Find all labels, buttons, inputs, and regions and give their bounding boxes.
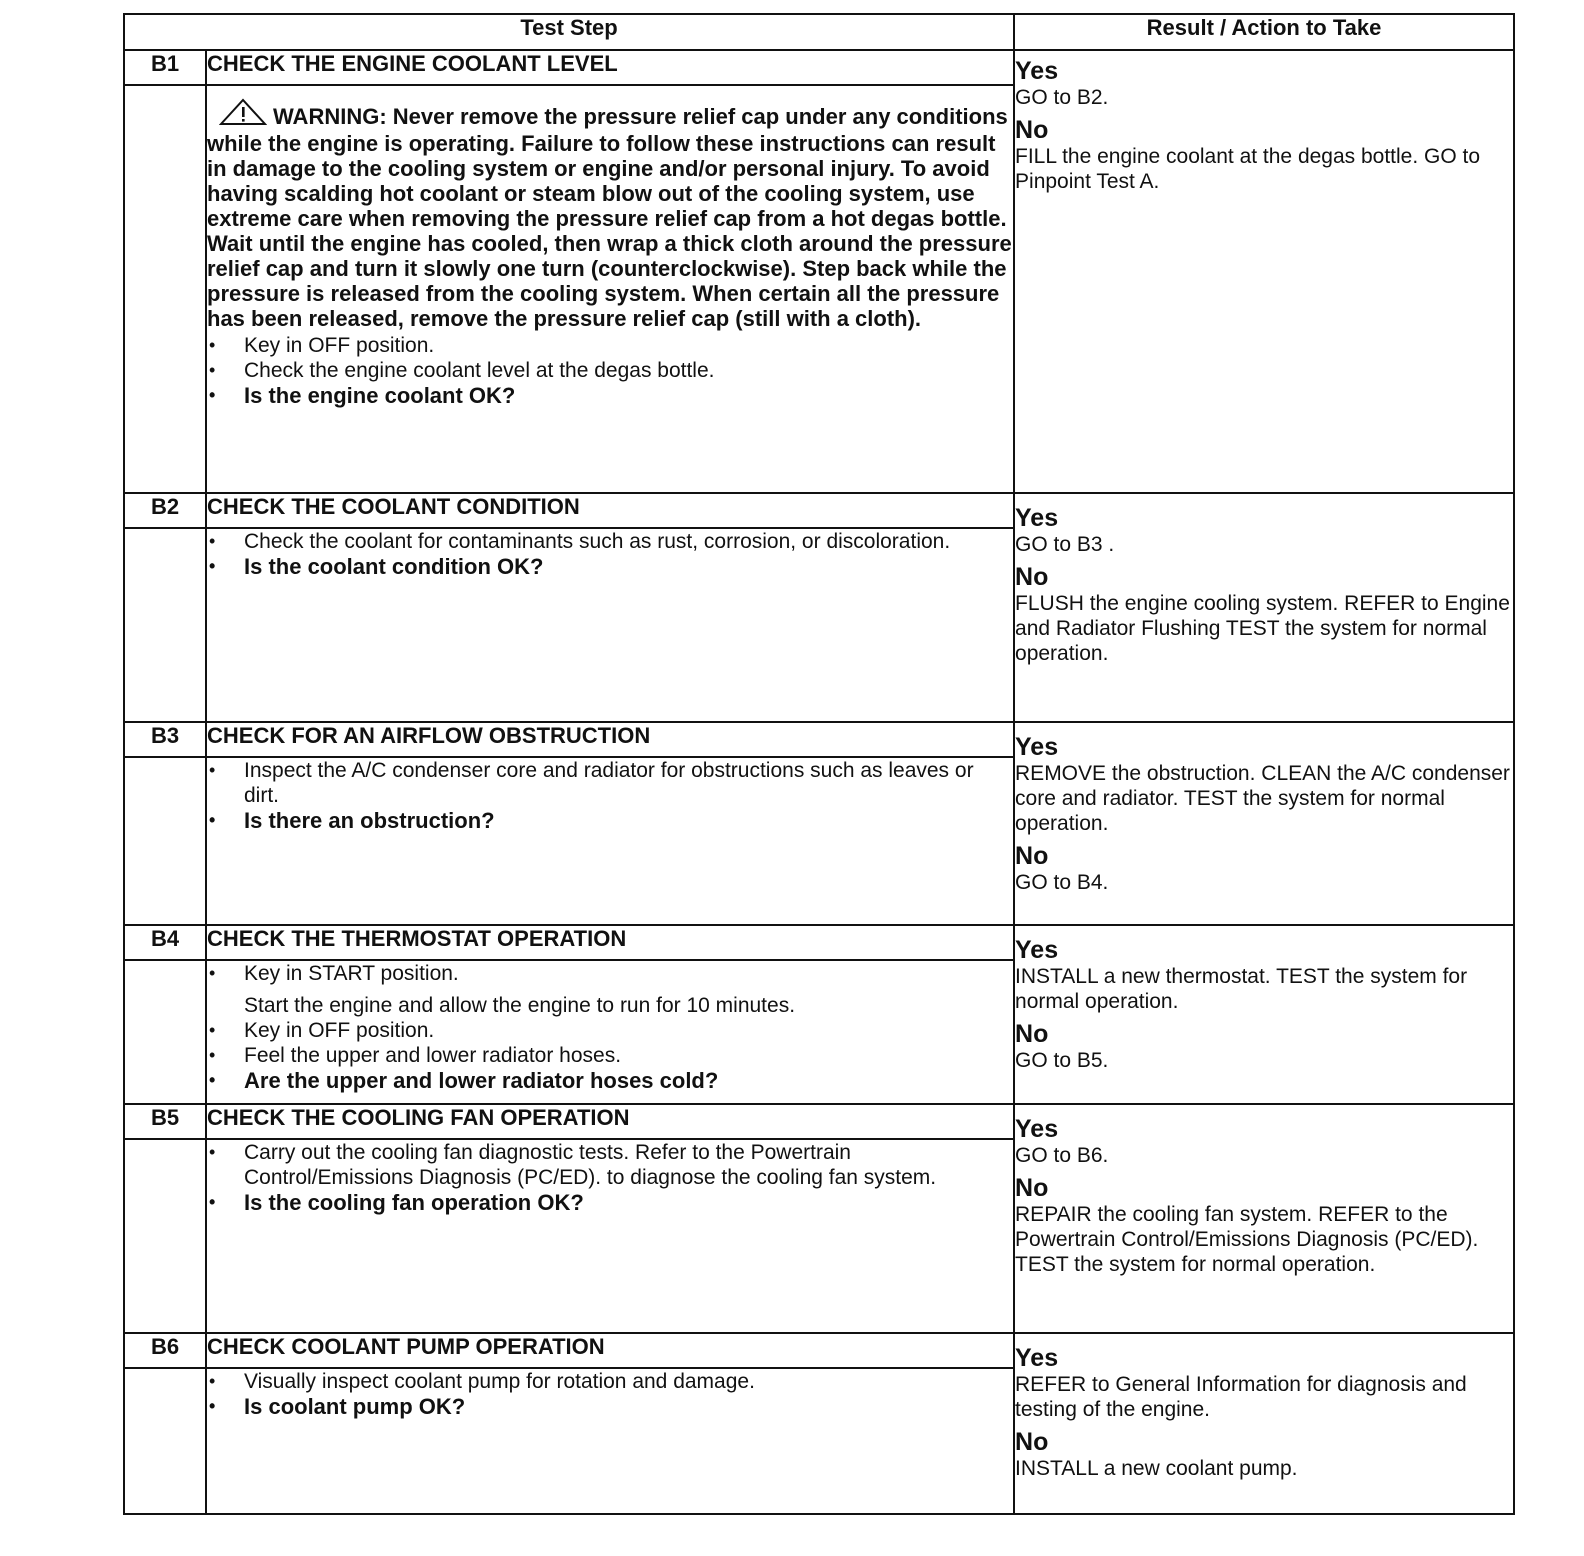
yes-label: Yes xyxy=(1015,1344,1059,1372)
list-item: • Check the engine coolant level at the degas bottle. xyxy=(207,358,1013,383)
list-item: • Key in START position. xyxy=(207,961,1013,986)
diagnostic-test-table xyxy=(123,13,1515,1515)
warning-block xyxy=(207,98,1013,331)
list-item: • Feel the upper and lower radiator hoses. xyxy=(207,1043,1013,1068)
result-cell xyxy=(1014,50,1514,493)
result-action-header: Result / Action to Take xyxy=(1014,14,1514,50)
no-action: GO to B5. xyxy=(1015,1049,1109,1072)
step-instructions xyxy=(207,529,1013,579)
step-title: CHECK THE ENGINE COOLANT LEVEL xyxy=(206,50,1014,85)
yes-label: Yes xyxy=(1015,936,1059,964)
test-step-header: Test Step xyxy=(124,14,1014,50)
step-instructions xyxy=(207,1369,1013,1419)
step-title-row xyxy=(124,1104,1514,1139)
no-label: No xyxy=(1015,116,1049,144)
yes-action: GO to B3 . xyxy=(1015,533,1115,556)
yes-action: GO to B2. xyxy=(1015,86,1109,109)
step-id: B6 xyxy=(124,1333,206,1368)
list-item-question: • Is the cooling fan operation OK? xyxy=(207,1190,1013,1215)
list-item-question: • Is the coolant condition OK? xyxy=(207,554,1013,579)
list-item: • Carry out the cooling fan diagnostic tests. Refer to the Powertrain Control/Emissions Diagnosis (PC/ED). to diagnose the cooling fan system. xyxy=(207,1140,1013,1190)
step-title-row xyxy=(124,722,1514,757)
list-item: • Key in OFF position. xyxy=(207,1018,1013,1043)
yes-action: INSTALL a new thermostat. TEST the system for normal operation. xyxy=(1015,965,1468,1013)
step-title: CHECK FOR AN AIRFLOW OBSTRUCTION xyxy=(206,722,1014,757)
list-item: • Key in OFF position. xyxy=(207,333,1013,358)
result-cell xyxy=(1014,1333,1514,1514)
warning-triangle-icon xyxy=(219,98,267,131)
list-item: Start the engine and allow the engine to run for 10 minutes. xyxy=(244,994,796,1017)
yes-action: GO to B6. xyxy=(1015,1144,1109,1167)
step-instructions xyxy=(207,1140,1013,1215)
step-body xyxy=(206,960,1014,1104)
step-id: B2 xyxy=(124,493,206,528)
yes-label: Yes xyxy=(1015,57,1059,85)
no-action: REPAIR the cooling fan system. REFER to the Powertrain Control/Emissions Diagnosis (PC/ED). TEST the system for normal operation. xyxy=(1015,1203,1479,1276)
no-label: No xyxy=(1015,1428,1049,1456)
result-cell xyxy=(1014,722,1514,925)
list-item-question: • Is the engine coolant OK? xyxy=(207,383,1013,408)
step-body xyxy=(206,1139,1014,1333)
list-item: • Visually inspect coolant pump for rotation and damage. xyxy=(207,1369,1013,1394)
result-cell xyxy=(1014,493,1514,722)
yes-label: Yes xyxy=(1015,733,1059,761)
list-item: • Check the coolant for contaminants such as rust, corrosion, or discoloration. xyxy=(207,529,1013,554)
step-title-row xyxy=(124,925,1514,960)
step-body xyxy=(206,85,1014,493)
step-id-spacer xyxy=(124,1368,206,1514)
result-cell xyxy=(1014,925,1514,1104)
no-label: No xyxy=(1015,1174,1049,1202)
no-action: INSTALL a new coolant pump. xyxy=(1015,1457,1298,1480)
step-body xyxy=(206,1368,1014,1514)
yes-label: Yes xyxy=(1015,504,1059,532)
list-item: • Inspect the A/C condenser core and radiator for obstructions such as leaves or dirt. xyxy=(207,758,1013,808)
yes-action: REFER to General Information for diagnosis and testing of the engine. xyxy=(1015,1373,1467,1421)
step-id: B3 xyxy=(124,722,206,757)
step-id-spacer xyxy=(124,1139,206,1333)
no-action: FILL the engine coolant at the degas bottle. GO to Pinpoint Test A. xyxy=(1015,145,1481,193)
step-title: CHECK COOLANT PUMP OPERATION xyxy=(206,1333,1014,1368)
step-instructions xyxy=(207,333,1013,408)
no-label: No xyxy=(1015,1020,1049,1048)
step-id-spacer xyxy=(124,85,206,493)
result-cell xyxy=(1014,1104,1514,1333)
step-instructions xyxy=(207,961,1013,1093)
step-title-row xyxy=(124,493,1514,528)
step-id: B4 xyxy=(124,925,206,960)
list-item-question: • Are the upper and lower radiator hoses cold? xyxy=(207,1068,1013,1093)
step-title-row xyxy=(124,1333,1514,1368)
step-id-spacer xyxy=(124,757,206,925)
step-title: CHECK THE COOLING FAN OPERATION xyxy=(206,1104,1014,1139)
table-header-row xyxy=(124,14,1514,50)
step-id: B5 xyxy=(124,1104,206,1139)
step-id-spacer xyxy=(124,960,206,1104)
step-title-row xyxy=(124,50,1514,85)
step-id: B1 xyxy=(124,50,206,85)
no-label: No xyxy=(1015,842,1049,870)
no-action: FLUSH the engine cooling system. REFER to Engine and Radiator Flushing TEST the system for normal operation. xyxy=(1015,592,1510,665)
warning-text: WARNING: Never remove the pressure relief cap under any conditions while the engine is operating. Failure to follow these instructions can result in damage to the cooling system or engine and/or personal injury. To avoid having scalding hot coolant or steam blow out of the cooling system, use extreme care when removing the pressure relief cap from a hot degas bottle. Wait until the engine has cooled, then wrap a thick cloth around the pressure relief cap and turn it slowly one turn (counterclockwise). Step back while the pressure is released from the cooling system. When certain all the pressure has been released, remove the pressure relief cap (still with a cloth). xyxy=(207,104,1012,331)
step-body xyxy=(206,528,1014,722)
yes-label: Yes xyxy=(1015,1115,1059,1143)
yes-action: REMOVE the obstruction. CLEAN the A/C condenser core and radiator. TEST the system for normal operation. xyxy=(1015,762,1510,835)
list-item-question: • Is coolant pump OK? xyxy=(207,1394,1013,1419)
step-body xyxy=(206,757,1014,925)
step-id-spacer xyxy=(124,528,206,722)
step-title: CHECK THE THERMOSTAT OPERATION xyxy=(206,925,1014,960)
no-action: GO to B4. xyxy=(1015,871,1109,894)
step-title: CHECK THE COOLANT CONDITION xyxy=(206,493,1014,528)
list-item-question: • Is there an obstruction? xyxy=(207,808,1013,833)
no-label: No xyxy=(1015,563,1049,591)
step-instructions xyxy=(207,758,1013,833)
